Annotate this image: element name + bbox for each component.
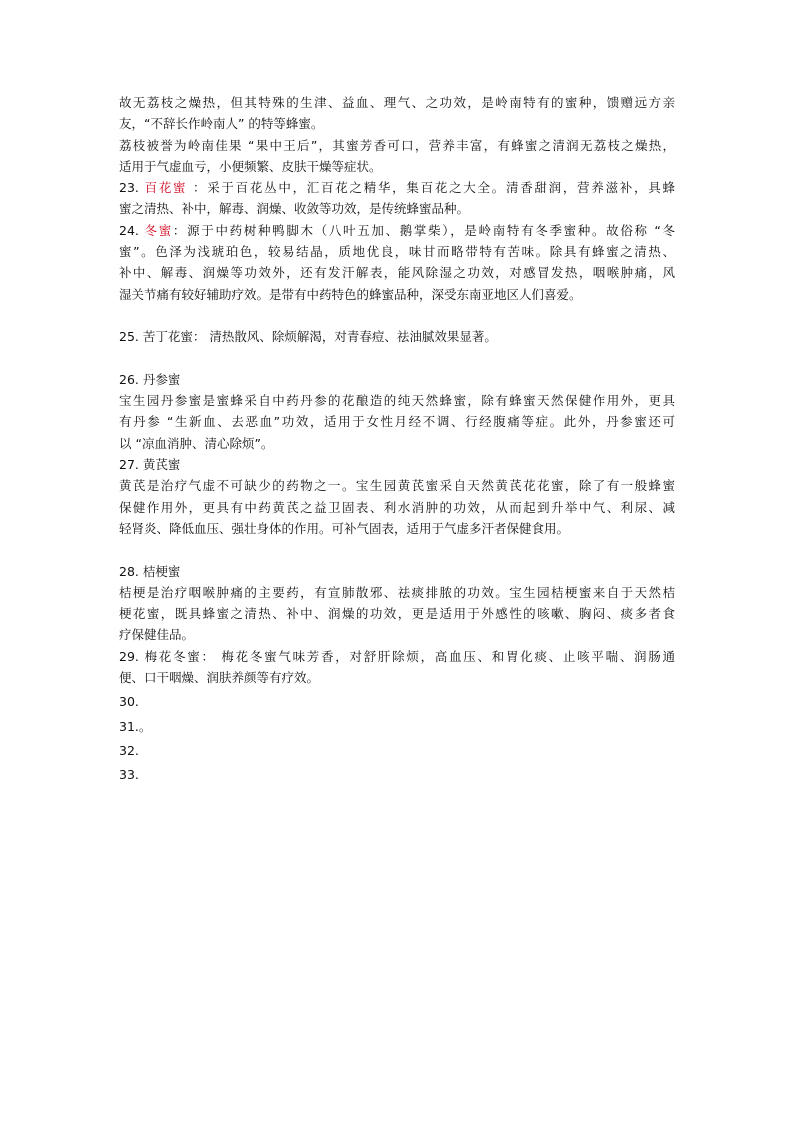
text-line: 桔梗是治疗咽喉肿痛的主要药，有宣肺散邪、祛痰排脓的功效。宝生园桔梗蜜来自于天然桔 — [119, 584, 675, 600]
item-number: 23. — [119, 180, 139, 196]
text-line: 有丹参 “生新血、去恶血”功效，适用于女性月经不调、行经腹痛等症。此外，丹参蜜还可 — [119, 414, 675, 430]
item-25-line: 25. 苦丁花蜜： 清热散风、除烦解渴，对青春痘、祛油腻效果显著。 — [119, 329, 497, 345]
text-line: 梗花蜜，既具蜂蜜之清热、补中、润燥的功效，更是适用于外感性的咳嗽、胸闷、痰多者食 — [119, 606, 675, 622]
blank-line — [119, 305, 675, 326]
item-28-heading: 28. 桔梗蜜 — [119, 563, 181, 579]
text-line: 适用于气虚血亏，小便频繁、皮肤干燥等症状。 — [119, 158, 382, 174]
item-23-title: 百花蜜 — [144, 180, 188, 196]
item-33: 33. — [119, 767, 139, 783]
text-line: 轻肾炎、降低血压、强壮身体的作用。可补气固表，适用于气虚多汗者保健食用。 — [119, 520, 570, 536]
item-32: 32. — [119, 742, 139, 758]
item-24-text: ：源于中药树种鸭脚木（八叶五加、鹅掌柴），是岭南特有冬季蜜种。故俗称 “冬 — [172, 222, 675, 238]
item-27-heading: 27. 黄芪蜜 — [119, 457, 181, 473]
text-line: 黄芪是治疗气虚不可缺少的药物之一。宝生园黄芪蜜采自天然黄芪花花蜜，除了有一般蜂蜜 — [119, 478, 675, 494]
item-29-line: 29. 梅花冬蜜： 梅花冬蜜气味芳香，对舒肝除烦，高血压、和胃化痰、止咳平喘、润肠通 — [119, 648, 675, 664]
item-23-line — [119, 177, 675, 198]
item-30: 30. — [119, 694, 139, 710]
text-line: 宝生园丹参蜜是蜜蜂采自中药丹参的花酿造的纯天然蜂蜜，除有蜂蜜天然保健作用外，更具 — [119, 393, 675, 409]
item-number: 24. — [119, 222, 139, 238]
text-line: 故无荔枝之燥热，但其特殊的生津、益血、理气、之功效，是岭南特有的蜜种，馈赠远方亲 — [119, 95, 675, 110]
text-line: 湿关节痛有较好辅助疗效。是带有中药特色的蜂蜜品种，深受东南亚地区人们喜爱。 — [119, 286, 582, 302]
text-line: 保健作用外，更具有中药黄芪之益卫固表、利水消肿的功效，从而起到升举中气、利尿、减 — [119, 499, 675, 515]
document-page — [119, 92, 675, 786]
text-line: 蜜”。色泽为浅琥珀色，较易结晶，质地优良，味甘而略带特有苦味。除具有蜂蜜之清热、 — [119, 244, 675, 260]
item-23-text: ：采于百花丛中，汇百花之精华，集百花之大全。清香甜润，营养滋补，具蜂 — [187, 180, 675, 196]
text-line: 疗保健佳品。 — [119, 627, 195, 643]
item-24-line — [119, 220, 675, 241]
item-31: 31.。 — [119, 718, 152, 734]
text-line: 荔枝被誉为岭南佳果 “果中王后”，其蜜芳香可口，营养丰富，有蜂蜜之清润无荔枝之燥热， — [119, 137, 675, 153]
text-line: 蜜之清热、补中，解毒、润燥、收敛等功效，是传统蜂蜜品种。 — [119, 201, 470, 217]
item-24-title: 冬蜜 — [144, 222, 173, 238]
text-line: 友，“不辞长作岭南人” 的特等蜂蜜。 — [119, 116, 324, 132]
text-line: 便、口干咽燥、润肤养颜等有疗效。 — [119, 670, 320, 686]
text-line: 以 “凉血消肿、清心除烦”。 — [119, 435, 274, 451]
item-26-heading: 26. 丹参蜜 — [119, 371, 181, 387]
blank-line — [119, 348, 675, 369]
text-line: 补中、解毒、润燥等功效外，还有发汗解表，能风除湿之功效，对感冒发热，咽喉肿痛，风 — [119, 265, 675, 281]
blank-line — [119, 539, 675, 560]
